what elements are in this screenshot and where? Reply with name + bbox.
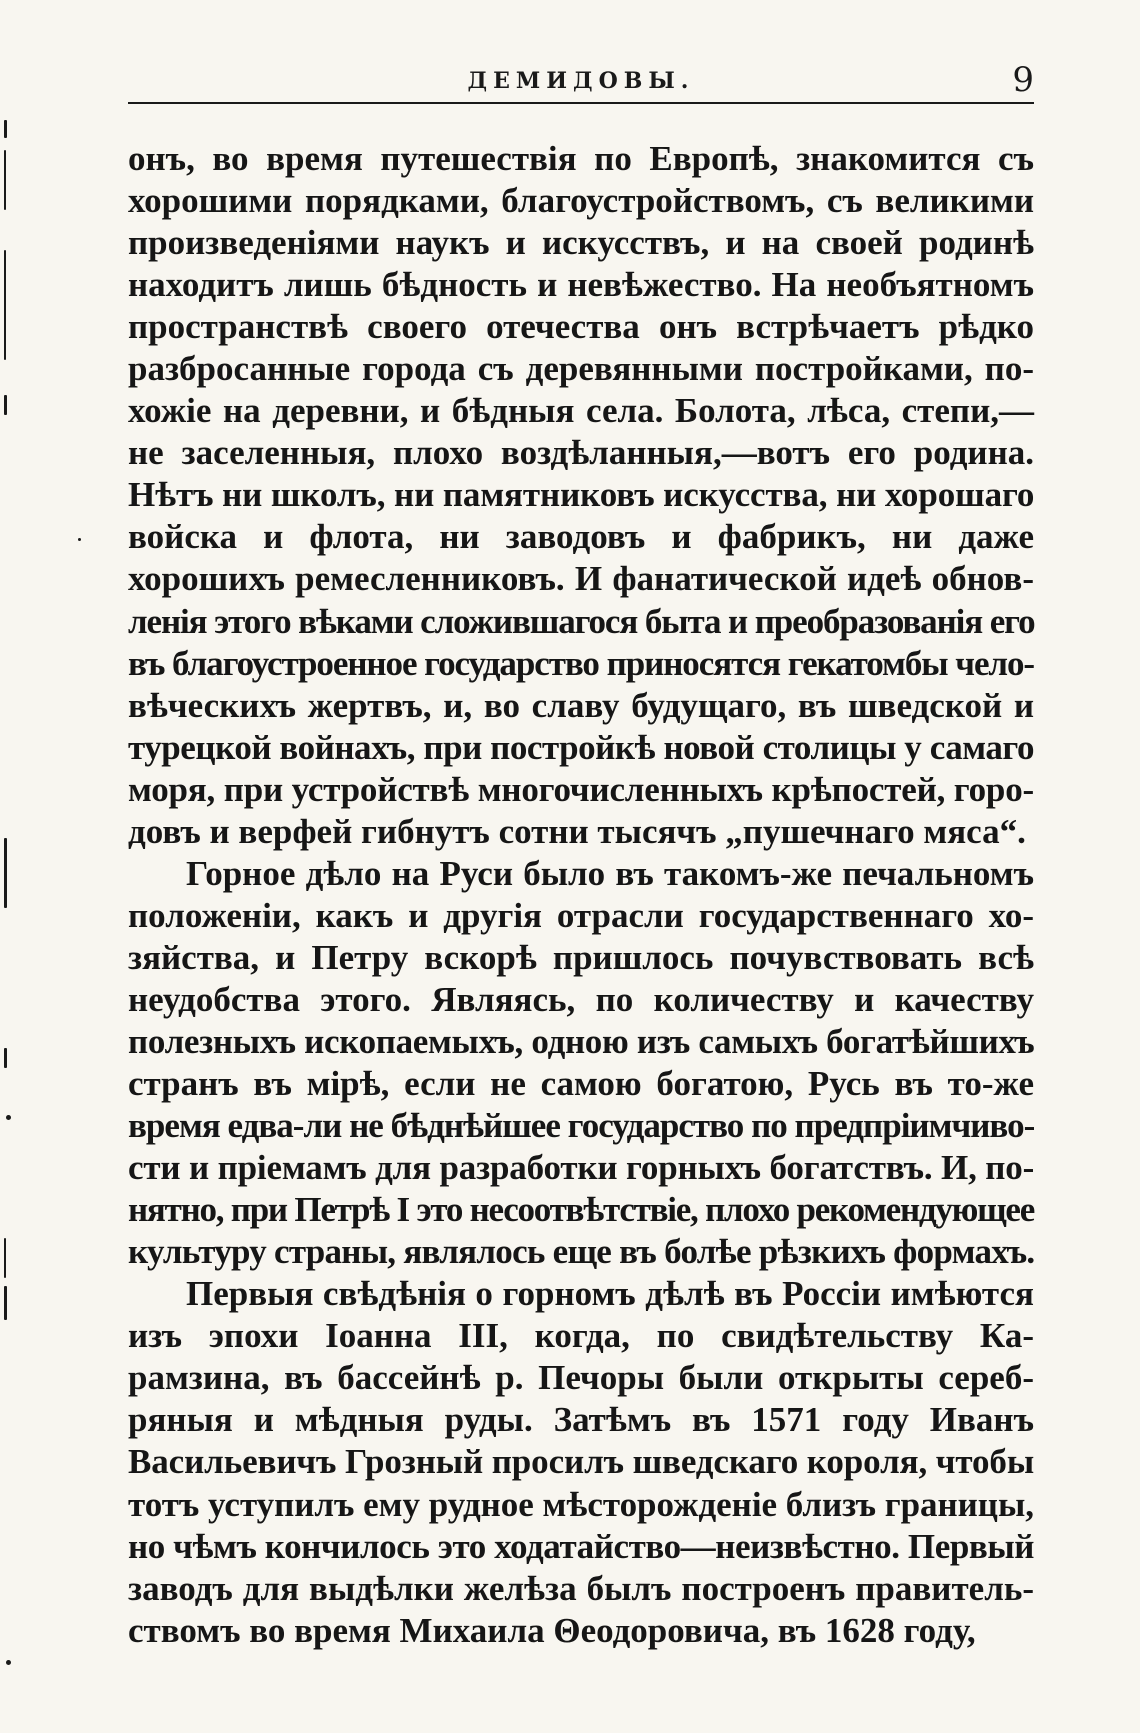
- text-line: зяйства, и Петру вскорѣ пришлось почувствовать всѣ: [128, 937, 1034, 977]
- text-line: полезныхъ ископаемыхъ, одною изъ самыхъ богатѣйшихъ: [128, 1021, 1035, 1061]
- body-text: [128, 138, 1034, 1652]
- scan-edge-mark: [4, 395, 7, 415]
- text-line: время едва-ли не бѣднѣйшее государство по предпріимчиво-: [128, 1106, 1035, 1146]
- text-line: моря, при устройствѣ многочисленныхъ крѣпостей, горо-: [128, 769, 1034, 809]
- paragraph: [128, 138, 1034, 853]
- text-line: Васильевичъ Грозный просилъ шведскаго короля, чтобы: [128, 1442, 1035, 1482]
- scan-edge-mark: [4, 1238, 6, 1278]
- text-line: турецкой войнахъ, при постройкѣ новой столицы у самаго: [128, 727, 1034, 767]
- text-line: въ благоустроенное государство приносятся гекатомбы чело-: [128, 643, 1034, 683]
- text-line: хорошихъ ремесленниковъ. И фанатической идеѣ обнов-: [128, 559, 1034, 599]
- running-title: ДЕМИДОВЫ.: [467, 68, 695, 94]
- scan-edge-mark: [4, 1286, 7, 1320]
- scan-edge-mark: [4, 250, 6, 360]
- text-line: довъ и верфей гибнутъ сотни тысячъ „пушечнаго мяса“.: [128, 811, 1026, 851]
- text-line: войска и флота, ни заводовъ и фабрикъ, ни даже: [128, 517, 1034, 557]
- scan-edge-dot: [6, 1660, 11, 1665]
- text-line: заводъ для выдѣлки желѣза былъ построенъ правитель-: [128, 1568, 1034, 1608]
- scan-edge-mark: [4, 1048, 7, 1068]
- text-line: тотъ уступилъ ему рудное мѣсторожденіе близъ границы,: [128, 1484, 1034, 1524]
- text-line: пространствѣ своего отечества онъ встрѣчаетъ рѣдко: [128, 307, 1034, 347]
- scan-edge-dot: [6, 1115, 11, 1120]
- text-line: онъ, во время путешествія по Европѣ, знакомится съ: [128, 139, 1034, 178]
- paragraph: [128, 853, 1034, 1273]
- scan-edge-dot: [78, 538, 81, 541]
- text-line: находитъ лишь бѣдность и невѣжество. На необъятномъ: [128, 265, 1034, 305]
- text-line: хорошими порядками, благоустройствомъ, съ великими: [128, 181, 1034, 221]
- text-line: ленія этого вѣками сложившагося быта и преобразованія его: [128, 601, 1035, 641]
- text-line: странъ въ мірѣ, если не самою богатою, Русь въ то-же: [128, 1064, 1034, 1104]
- text-line: рамзина, въ бассейнѣ р. Печоры были открыты сереб-: [128, 1358, 1034, 1398]
- text-line: изъ эпохи Іоанна III, когда, по свидѣтельству Ка-: [128, 1316, 1034, 1356]
- text-line: нятно, при Петрѣ I это несоотвѣтствіе, плохо рекомендующее: [128, 1190, 1034, 1230]
- text-line: культуру страны, являлось еще въ болѣе рѣзкихъ формахъ.: [128, 1232, 1035, 1272]
- text-line: вѣческихъ жертвъ, и, во славу будущаго, въ шведской и: [128, 685, 1034, 725]
- text-line: неудобства этого. Являясь, по количеству и качеству: [128, 979, 1034, 1019]
- paragraph: [128, 1273, 1034, 1651]
- scan-edge-mark: [4, 150, 6, 210]
- page-number: 9: [1012, 60, 1034, 100]
- text-line: ряныя и мѣдныя руды. Затѣмъ въ 1571 году Иванъ: [128, 1400, 1034, 1440]
- text-line: произведеніями наукъ и искусствъ, и на своей родинѣ: [128, 223, 1034, 263]
- scan-edge-mark: [4, 120, 7, 138]
- text-line: хожіе на деревни, и бѣдныя села. Болота, лѣса, степи,—: [128, 391, 1034, 431]
- text-line: Горное дѣло на Руси было въ такомъ-же печальномъ: [186, 853, 1034, 893]
- scan-edge-mark: [4, 838, 7, 908]
- text-line: разбросанные города съ деревянными постройками, по-: [128, 349, 1034, 389]
- text-line: ствомъ во время Михаила Θеодоровича, въ 1628 году,: [128, 1610, 976, 1650]
- page-header: [128, 58, 1034, 104]
- text-line: но чѣмъ кончилось это ходатайство—неизвѣстно. Первый: [128, 1526, 1034, 1566]
- text-line: не заселенныя, плохо воздѣланныя,—вотъ его родина.: [128, 433, 1034, 473]
- text-line: Первыя свѣдѣнія о горномъ дѣлѣ въ Россіи имѣются: [186, 1274, 1034, 1314]
- text-line: сти и пріемамъ для разработки горныхъ богатствъ. И, по-: [128, 1148, 1035, 1188]
- text-line: Нѣтъ ни школъ, ни памятниковъ искусства, ни хорошаго: [128, 475, 1035, 515]
- text-line: положеніи, какъ и другія отрасли государственнаго хо-: [128, 895, 1034, 935]
